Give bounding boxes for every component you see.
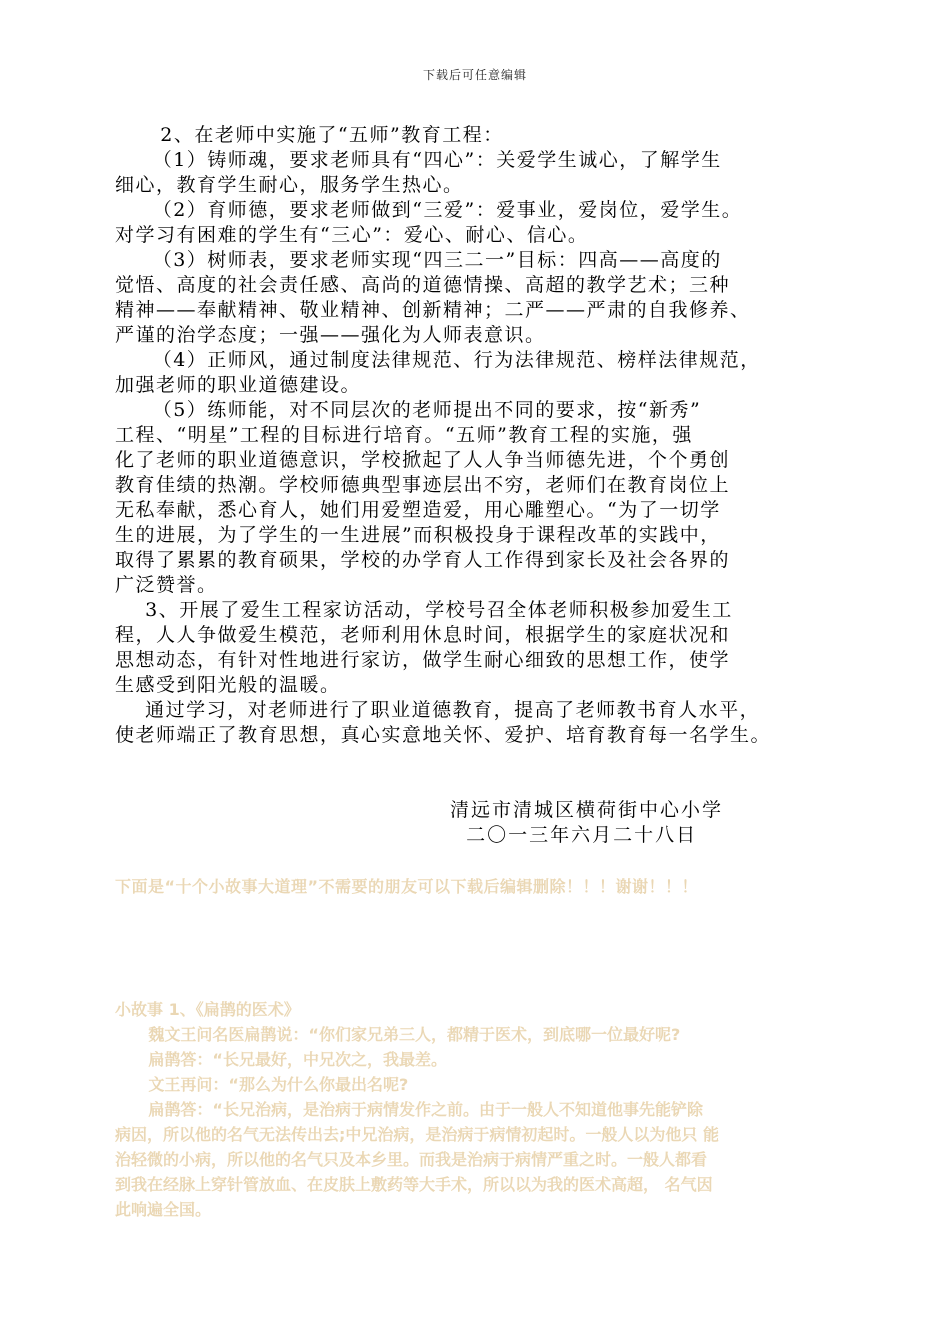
body-line: （5）练师能，对不同层次的老师提出不同的要求，按“新秀” — [115, 399, 702, 421]
body-line: 取得了累累的教育硕果，学校的办学育人工作得到家长及社会各界的 — [115, 549, 731, 571]
page-header: 下载后可任意编辑 — [422, 68, 527, 82]
body-line: （1）铸师魂，要求老师具有“四心”：关爱学生诚心，了解学生 — [115, 149, 722, 171]
signature-block — [450, 798, 723, 848]
body-line: 觉悟、高度的社会责任感、高尚的道德情操、高超的教学艺术；三种 — [115, 274, 731, 296]
body-line: 对学习有困难的学生有“三心”：爱心、耐心、信心。 — [115, 224, 589, 246]
signature-school: 清远市清城区横荷街中心小学 — [450, 799, 724, 821]
body-line: 严谨的治学态度；一强——强化为人师表意识。 — [115, 324, 546, 346]
body-text — [115, 123, 845, 748]
body-line: 无私奉献，悉心育人，她们用爱塑造爱，用心雕塑心。“为了一切学 — [115, 499, 721, 521]
notice-text: 下面是“十个小故事大道理”不需要的朋友可以下载后编辑删除！！！谢谢！！！ — [115, 877, 699, 896]
body-line: 加强老师的职业道德建设。 — [115, 374, 362, 396]
body-line: 使老师端正了教育思想，真心实意地关怀、爱护、培育教育每一名学生。 — [115, 724, 772, 746]
body-line: 2、在老师中实施了“五师”教育工程： — [115, 124, 504, 146]
story-line: 到我在经脉上穿针管放血、在皮肤上敷药等大手术，所以以为我的医术高超， 名气因 — [115, 1175, 713, 1194]
story-line: 此响遍全国。 — [115, 1200, 212, 1219]
story-title: 小故事 1、《扁鹊的医术》 — [115, 1000, 300, 1019]
body-line: 教育佳绩的热潮。学校师德典型事迹层出不穷，老师们在教育岗位上 — [115, 474, 731, 496]
story-line: 文王再问：“那么为什么你最出名呢? — [115, 1075, 409, 1094]
body-line: 程，人人争做爱生模范，老师利用休息时间，根据学生的家庭状况和 — [115, 624, 731, 646]
body-line: （4）正师风，通过制度法律规范、行为法律规范、榜样法律规范， — [115, 349, 761, 371]
body-line: 通过学习，对老师进行了职业道德教育，提高了老师教书育人水平， — [115, 699, 761, 721]
story-section — [115, 997, 850, 1222]
body-line: 生感受到阳光般的温暖。 — [115, 674, 341, 696]
body-line: 工程、“明星”工程的目标进行培育。“五师”教育工程的实施，强 — [115, 424, 693, 446]
story-line: 魏文王问名医扁鹊说：“你们家兄弟三人，都精于医术，到底哪一位最好呢? — [115, 1025, 681, 1044]
story-line: 治轻微的小病，所以他的名气只及本乡里。而我是治病于病情严重之时。一般人都看 — [115, 1150, 708, 1169]
body-line: （2）育师德，要求老师做到“三爱”：爱事业，爱岗位，爱学生。 — [115, 199, 743, 221]
story-line: 扁鹊答：“长兄最好，中兄次之，我最差。 — [115, 1050, 447, 1069]
body-line: 细心，教育学生耐心，服务学生热心。 — [115, 174, 464, 196]
delete-notice — [115, 874, 698, 897]
body-line: 3、开展了爱生工程家访活动，学校号召全体老师积极参加爱生工 — [115, 599, 733, 621]
body-line: 广泛赞誉。 — [115, 574, 218, 596]
body-line: 化了老师的职业道德意识，学校掀起了人人争当师德先进，个个勇创 — [115, 449, 731, 471]
story-line: 扁鹊答：“长兄治病，是治病于病情发作之前。由于一般人不知道他事先能铲除 — [115, 1100, 703, 1119]
body-line: 精神——奉献精神、敬业精神、创新精神；二严——严肃的自我修养、 — [115, 299, 751, 321]
body-line: （3）树师表，要求老师实现“四三二一”目标：四高——高度的 — [115, 249, 722, 271]
signature-date: 二〇一三年六月二十八日 — [450, 824, 698, 846]
body-line: 生的进展，为了学生的一生进展”而积极投身于课程改革的实践中， — [115, 524, 721, 546]
body-line: 思想动态，有针对性地进行家访，做学生耐心细致的思想工作，使学 — [115, 649, 731, 671]
story-line: 病因，所以他的名气无法传出去;中兄治病，是治病于病情初起时。一般人以为他只 能 — [115, 1125, 719, 1144]
